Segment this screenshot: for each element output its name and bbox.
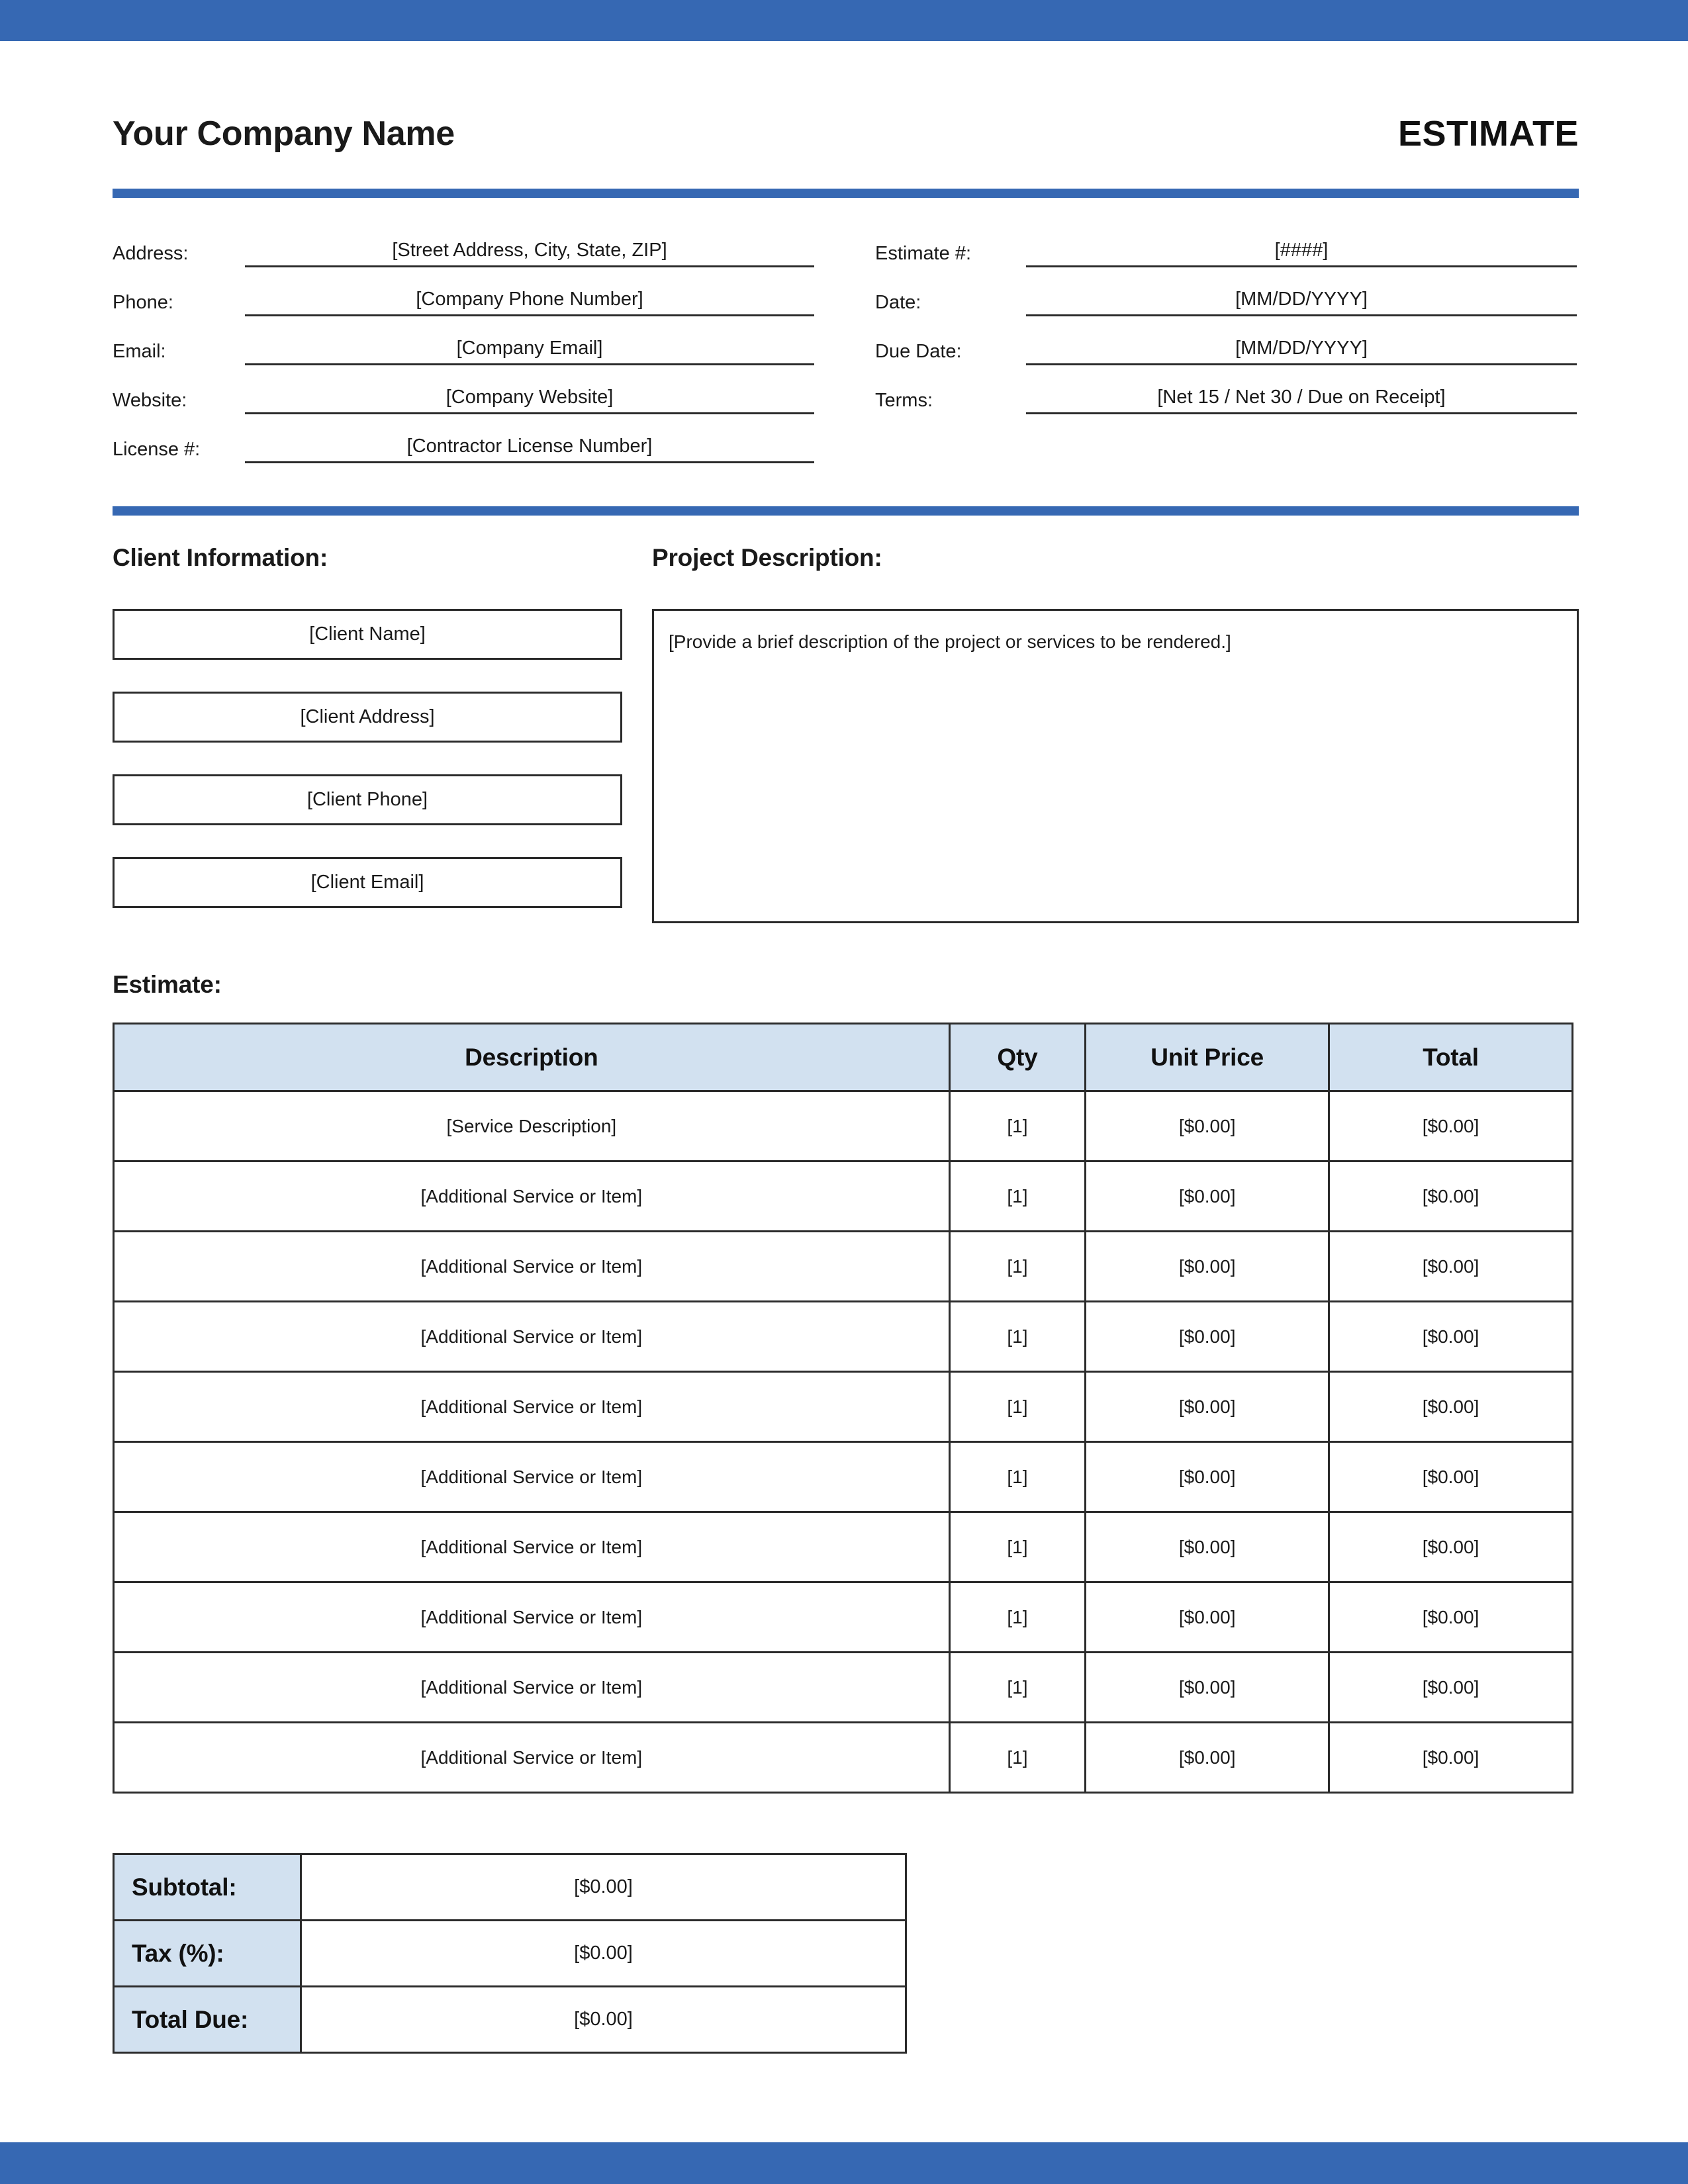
company-info-address-value: [Street Address, City, State, ZIP] — [392, 240, 667, 261]
estimate-table-body — [114, 1091, 1573, 1793]
row-total[interactable]: [$0.00] — [1329, 1723, 1573, 1793]
column-header-unit-price: Unit Price — [1086, 1024, 1329, 1091]
subtotal-label: Subtotal: — [114, 1854, 301, 1921]
estimate-date-label: Date: — [875, 292, 921, 313]
table-row[interactable] — [114, 1723, 1573, 1793]
row-description[interactable]: [Additional Service or Item] — [114, 1302, 950, 1372]
table-row[interactable] — [114, 1302, 1573, 1372]
row-description[interactable]: [Additional Service or Item] — [114, 1582, 950, 1653]
estimate-date-row — [875, 267, 1577, 316]
company-info-email-label: Email: — [113, 341, 166, 362]
company-info-license-value: [Contractor License Number] — [406, 435, 653, 457]
table-row[interactable] — [114, 1653, 1573, 1723]
company-info-phone-label: Phone: — [113, 292, 173, 313]
total-due-value[interactable]: [$0.00] — [301, 1987, 906, 2053]
estimate-number-field[interactable] — [1026, 240, 1577, 267]
company-info-phone-row — [113, 267, 814, 316]
estimate-table-header — [114, 1024, 1573, 1091]
estimate-terms-value: [Net 15 / Net 30 / Due on Receipt] — [1157, 387, 1446, 408]
estimate-due-date-row — [875, 316, 1577, 365]
row-total[interactable]: [$0.00] — [1329, 1161, 1573, 1232]
estimate-due-date-field[interactable] — [1026, 338, 1577, 365]
document-header — [113, 107, 1579, 160]
company-info-address-field[interactable] — [245, 240, 814, 267]
row-total[interactable]: [$0.00] — [1329, 1512, 1573, 1582]
estimate-due-date-value: [MM/DD/YYYY] — [1235, 338, 1368, 359]
row-unit-price[interactable]: [$0.00] — [1086, 1442, 1329, 1512]
subtotal-row — [114, 1854, 906, 1921]
row-description[interactable]: [Additional Service or Item] — [114, 1232, 950, 1302]
table-header-row — [114, 1024, 1573, 1091]
subtotal-value[interactable]: [$0.00] — [301, 1854, 906, 1921]
company-info-license-label: License #: — [113, 439, 201, 460]
company-info-website-value: [Company Website] — [445, 387, 614, 408]
company-info-email-row — [113, 316, 814, 365]
company-info-license-row — [113, 414, 814, 463]
table-row[interactable] — [114, 1091, 1573, 1161]
row-unit-price[interactable]: [$0.00] — [1086, 1372, 1329, 1442]
row-total[interactable]: [$0.00] — [1329, 1372, 1573, 1442]
project-description-box[interactable] — [652, 609, 1579, 923]
table-row[interactable] — [114, 1442, 1573, 1512]
column-header-total: Total — [1329, 1024, 1573, 1091]
row-unit-price[interactable]: [$0.00] — [1086, 1232, 1329, 1302]
company-info-phone-value: [Company Phone Number] — [416, 289, 643, 310]
estimate-number-row — [875, 218, 1577, 267]
row-total[interactable]: [$0.00] — [1329, 1653, 1573, 1723]
company-info-address-label: Address: — [113, 243, 189, 264]
row-unit-price[interactable]: [$0.00] — [1086, 1091, 1329, 1161]
row-total[interactable]: [$0.00] — [1329, 1442, 1573, 1512]
estimate-date-value: [MM/DD/YYYY] — [1235, 289, 1368, 310]
header-divider-bar — [113, 189, 1579, 198]
client-email-box[interactable] — [113, 857, 622, 908]
row-qty[interactable]: [1] — [949, 1372, 1086, 1442]
client-address-value: [Client Address] — [300, 706, 435, 727]
client-phone-box[interactable] — [113, 774, 622, 825]
project-description-heading: Project Description: — [652, 544, 882, 571]
tax-row — [114, 1921, 906, 1987]
client-information-heading: Client Information: — [113, 544, 328, 571]
row-description[interactable]: [Additional Service or Item] — [114, 1372, 950, 1442]
row-qty[interactable]: [1] — [949, 1723, 1086, 1793]
row-unit-price[interactable]: [$0.00] — [1086, 1582, 1329, 1653]
row-description[interactable]: [Additional Service or Item] — [114, 1512, 950, 1582]
meta-info-section — [113, 218, 1579, 463]
row-qty[interactable]: [1] — [949, 1232, 1086, 1302]
row-unit-price[interactable]: [$0.00] — [1086, 1723, 1329, 1793]
company-info-column — [113, 218, 814, 463]
estimate-table-heading: Estimate: — [113, 971, 222, 998]
row-description[interactable]: [Additional Service or Item] — [114, 1653, 950, 1723]
estimate-line-items-table — [113, 1023, 1573, 1794]
client-name-box[interactable] — [113, 609, 622, 660]
row-unit-price[interactable]: [$0.00] — [1086, 1653, 1329, 1723]
row-qty[interactable]: [1] — [949, 1161, 1086, 1232]
company-info-address-row — [113, 218, 814, 267]
table-row[interactable] — [114, 1582, 1573, 1653]
row-qty[interactable]: [1] — [949, 1653, 1086, 1723]
estimate-terms-row — [875, 365, 1577, 414]
client-information-fields — [113, 609, 622, 940]
estimate-number-label: Estimate #: — [875, 243, 972, 264]
total-due-row — [114, 1987, 906, 2053]
estimate-terms-field[interactable] — [1026, 387, 1577, 414]
estimate-info-column — [875, 218, 1577, 463]
row-unit-price[interactable]: [$0.00] — [1086, 1161, 1329, 1232]
row-qty[interactable]: [1] — [949, 1091, 1086, 1161]
company-info-license-field[interactable] — [245, 435, 814, 463]
company-info-website-label: Website: — [113, 390, 187, 411]
table-row[interactable] — [114, 1161, 1573, 1232]
client-name-value: [Client Name] — [309, 623, 426, 645]
company-name: Your Company Name — [113, 114, 455, 153]
row-description[interactable]: [Additional Service or Item] — [114, 1161, 950, 1232]
row-total[interactable]: [$0.00] — [1329, 1302, 1573, 1372]
client-phone-value: [Client Phone] — [306, 789, 428, 810]
tax-label: Tax (%): — [114, 1921, 301, 1987]
column-header-description: Description — [114, 1024, 950, 1091]
row-qty[interactable]: [1] — [949, 1582, 1086, 1653]
row-qty[interactable]: [1] — [949, 1302, 1086, 1372]
totals-table — [113, 1853, 907, 2054]
row-unit-price[interactable]: [$0.00] — [1086, 1512, 1329, 1582]
company-info-phone-field[interactable] — [245, 289, 814, 316]
client-address-box[interactable] — [113, 692, 622, 743]
table-row[interactable] — [114, 1372, 1573, 1442]
estimate-due-date-label: Due Date: — [875, 341, 962, 362]
table-row[interactable] — [114, 1512, 1573, 1582]
row-description[interactable]: [Service Description] — [114, 1091, 950, 1161]
company-info-email-field[interactable] — [245, 338, 814, 365]
client-email-value: [Client Email] — [310, 872, 424, 893]
company-info-website-row — [113, 365, 814, 414]
row-qty[interactable]: [1] — [949, 1442, 1086, 1512]
row-description[interactable]: [Additional Service or Item] — [114, 1442, 950, 1512]
column-header-qty: Qty — [949, 1024, 1086, 1091]
table-row[interactable] — [114, 1232, 1573, 1302]
document-title: ESTIMATE — [1398, 114, 1579, 154]
tax-value[interactable]: [$0.00] — [301, 1921, 906, 1987]
total-due-label: Total Due: — [114, 1987, 301, 2053]
row-qty[interactable]: [1] — [949, 1512, 1086, 1582]
row-description[interactable]: [Additional Service or Item] — [114, 1723, 950, 1793]
estimate-number-value: [####] — [1274, 240, 1329, 261]
bottom-accent-bar — [0, 2142, 1688, 2184]
row-total[interactable]: [$0.00] — [1329, 1091, 1573, 1161]
project-description-value: [Provide a brief description of the project or services to be rendered.] — [669, 631, 1231, 652]
company-info-email-value: [Company Email] — [456, 338, 603, 359]
row-total[interactable]: [$0.00] — [1329, 1582, 1573, 1653]
company-info-website-field[interactable] — [245, 387, 814, 414]
row-total[interactable]: [$0.00] — [1329, 1232, 1573, 1302]
estimate-date-field[interactable] — [1026, 289, 1577, 316]
section-divider-bar — [113, 506, 1579, 516]
estimate-terms-label: Terms: — [875, 390, 933, 411]
top-accent-bar — [0, 0, 1688, 41]
row-unit-price[interactable]: [$0.00] — [1086, 1302, 1329, 1372]
